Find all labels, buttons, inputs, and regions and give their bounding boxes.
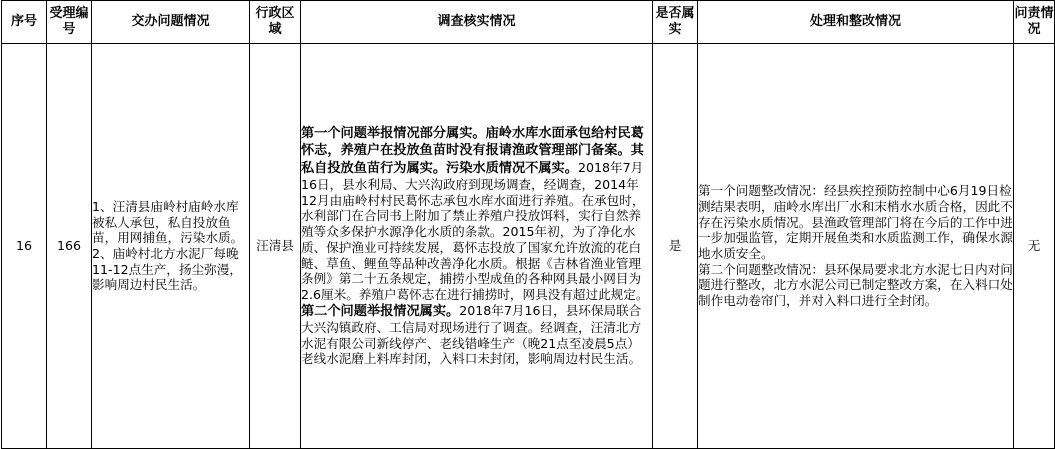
cell-verified: 是 (653, 44, 698, 449)
header-accountability: 问责情况 (1014, 1, 1055, 44)
investigation-finding-2: 第二个问题举报情况属实。 (301, 303, 460, 319)
cell-seq: 16 (2, 44, 47, 449)
header-row (2, 1, 1055, 44)
investigation-paragraph-1 (301, 125, 652, 303)
header-issue: 交办问题情况 (92, 1, 250, 44)
report-table (1, 0, 1055, 449)
cell-handling (698, 44, 1014, 449)
handling-paragraph-1: 第一个问题整改情况：经县疾控预防控制中心6月19日检测结果表明，庙岭水库出厂水和末梢水水质合格，因此不存在污染水质情况。县渔政管理部门将在今后的工作中进一步加强监管，定期开展鱼类和水质监测工作，确保水源地水质安全。 (698, 183, 1013, 261)
header-handling: 处理和整改情况 (698, 1, 1014, 44)
table-row (2, 44, 1055, 449)
header-region: 行政区域 (250, 1, 301, 44)
header-seq: 序号 (2, 1, 47, 44)
cell-accept-no: 166 (47, 44, 92, 449)
investigation-finding-1: 第一个问题举报情况部分属实。庙岭水库水面承包给村民葛怀志，养殖户在投放鱼苗时没有报请渔政管理部门备案。其私自投放鱼苗行为属实。污染水质情况不属实。 (301, 125, 644, 176)
investigation-detail-1: 2018年7月16日，县水利局、大兴沟政府到现场调查，经调查，2014年12月由庙岭村村民葛怀志承包水库水面进行养殖。在承包时，水利部门在合同书上附加了禁止养殖户投放饵料，实行自然养殖等众多保护水源净化水质的条款。2015年初，为了净化水质、保护渔业可持续发展，葛怀志投放了国家允许放流的花白鲢、草鱼、鲤鱼等品种改善净化水质。根据《吉林省渔业管理条例》第二十五条规定，捕捞小型成鱼的各种网具最小网目为2.6厘米。养殖户葛怀志在进行捕捞时，网具没有超过此规定。 (301, 159, 649, 302)
header-verified: 是否属实 (653, 1, 698, 44)
cell-issue: 1、汪清县庙岭村庙岭水库被私人承包，私自投放鱼苗，用网捕鱼，污染水质。 2、庙岭村北方水泥厂每晚11-12点生产，扬尘弥漫，影响周边村民生活。 (92, 44, 250, 449)
cell-investigation (301, 44, 653, 449)
investigation-detail-2: 2018年7月16日，县环保局联合大兴沟镇政府、工信局对现场进行了调查。经调查，汪清北方水泥有限公司新线停产、老线错峰生产（晚21点至凌晨5点）老线水泥磨上料库封闭，入料口未封闭，影响周边村民生活。 (301, 302, 642, 367)
header-investigation: 调查核实情况 (301, 1, 653, 44)
header-accept-no: 受理编号 (47, 1, 92, 44)
cell-region: 汪清县 (250, 44, 301, 449)
investigation-paragraph-2 (301, 303, 652, 368)
cell-accountability: 无 (1014, 44, 1055, 449)
handling-paragraph-2: 第二个问题整改情况：县环保局要求北方水泥七日内对问题进行整改，北方水泥公司已制定整改方案，在入料口处制作电动卷帘门，并对入料口进行全封闭。 (698, 261, 1013, 309)
